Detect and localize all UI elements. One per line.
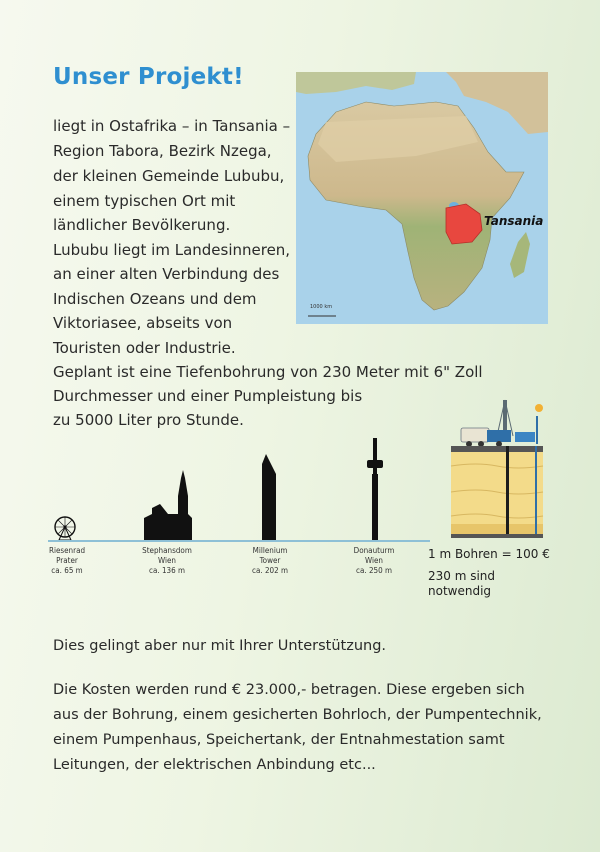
intro-line: an einer alten Verbindung des [53,265,280,283]
map-scale-text: 1000 km [310,304,333,310]
drill-need-line: 230 m sind [428,569,496,583]
caption-height: ca. 250 m [356,566,392,575]
intro-line: Geplant ist eine Tiefenbohrung von 230 Meter mit 6" Zoll [53,363,483,381]
caption-name: Donauturm [353,546,395,555]
intro-line: liegt in Ostafrika – in Tansania – [53,117,291,135]
intro-line: Durchmesser und einer Pumpleistung bis [53,387,363,405]
intro-line: Viktoriasee, abseits von [53,314,233,332]
caption-donauturm [354,546,395,576]
support-text: Dies gelingt aber nur mit Ihrer Unterstützung. [53,638,387,654]
cost-line: Die Kosten werden rund € 23.000,- betragen. Diese ergeben sich [53,682,525,698]
intro-line: ländlicher Bevölkerung. [53,216,231,234]
africa-map [296,72,548,324]
intro-line: Indischen Ozeans und dem [53,290,257,308]
caption-stephansdom [142,546,192,576]
caption-place: Wien [158,556,176,565]
intro-line: zu 5000 Liter pro Stunde. [53,411,244,429]
caption-height: ca. 202 m [252,566,288,575]
cost-line: einem Pumpenhaus, Speichertank, der Entnahmestation samt [53,732,505,748]
page-title: Unser Projekt! [53,64,244,90]
millenium-tower-icon [262,454,276,540]
stephansdom-icon [144,470,192,540]
intro-line: der kleinen Gemeinde Lububu, [53,167,285,185]
caption-place: Tower [259,556,281,565]
caption-name: Riesenrad [48,546,86,555]
intro-line: Region Tabora, Bezirk Nzega, [53,142,272,160]
caption-name: Millenium [252,546,288,555]
intro-line: einem typischen Ort mit [53,192,236,210]
cost-line: Leitungen, der elektrischen Anbindung etc... [53,757,376,773]
drill-need-line: notwendig [428,584,492,598]
drilling-illustration [447,396,547,542]
caption-place: Prater [56,556,78,565]
intro-line: Touristen oder Industrie. [53,339,236,357]
caption-height: ca. 136 m [149,566,185,575]
cost-line: aus der Bohrung, einem gesicherten Bohrloch, der Pumpentechnik, [53,707,542,723]
intro-line: Lububu liegt im Landesinneren, [53,241,291,259]
donauturm-icon [367,438,383,540]
ferris-wheel-icon [55,517,75,540]
caption-millenium-tower [252,546,288,576]
caption-height: ca. 65 m [51,566,83,575]
drill-cost-note: 1 m Bohren = 100 € [428,547,550,561]
caption-riesenrad [49,546,85,576]
ground-line [48,540,430,542]
caption-place: Wien [365,556,383,565]
sun-icon [535,404,543,412]
map-label-tansania: Tansania [484,214,544,228]
caption-name: Stephansdom [142,546,192,555]
